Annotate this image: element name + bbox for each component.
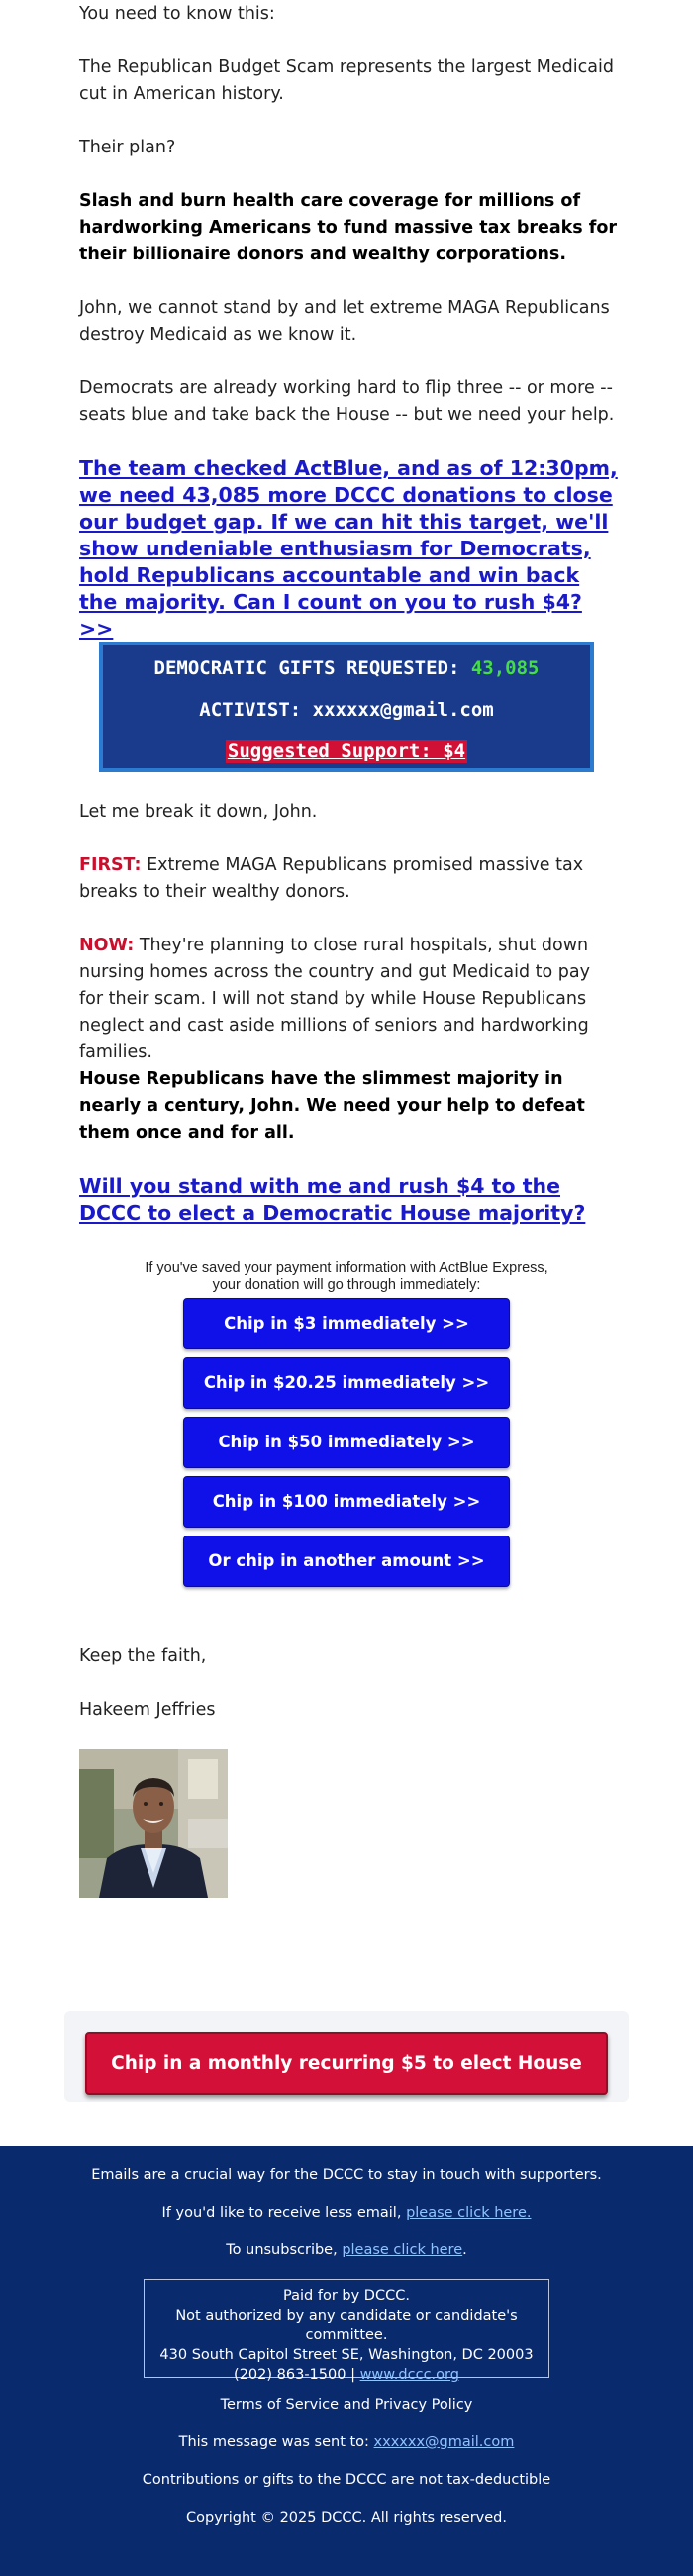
gift-request-box <box>99 642 594 772</box>
cannot-stand-by-paragraph: John, we cannot stand by and let extreme MAGA Republicans destroy Medicaid as we know it. <box>79 298 610 345</box>
not-authorized-line: Not authorized by any candidate or candidate's committee. <box>175 2308 518 2343</box>
gifts-requested-line <box>103 657 590 679</box>
monthly-recurring-button[interactable]: Chip in a monthly recurring $5 to elect House Dems >> <box>85 2032 608 2095</box>
now-text: They're planning to close rural hospitals, shut down nursing homes across the country and gut Medicaid to pay for their scam. I will not stand by while House Republicans neglect and cast aside millions of seniors and hardworking families. <box>79 936 590 1062</box>
footer-unsubscribe-text: To unsubscribe, <box>226 2242 343 2258</box>
address-line: 430 South Capitol Street SE, Washington, DC 20003 <box>159 2347 534 2363</box>
intro-line: You need to know this: <box>79 4 275 24</box>
activist-email-line: ACTIVIST: xxxxxx@gmail.com <box>199 699 494 721</box>
portrait-illustration <box>79 1749 228 1898</box>
now-paragraph <box>79 933 619 1066</box>
chip-in-50-button[interactable]: Chip in $50 immediately >> <box>183 1417 510 1468</box>
suggested-support-line[interactable] <box>103 741 590 762</box>
express-note-line1: If you've saved your payment information with ActBlue Express, <box>145 1260 548 1276</box>
website-link[interactable]: www.dccc.org <box>359 2367 459 2383</box>
chip-in-100-button[interactable]: Chip in $100 immediately >> <box>183 1476 510 1528</box>
stand-with-me-link[interactable]: Will you stand with me and rush $4 to the DCCC to elect a Democratic House majority? <box>79 1174 586 1225</box>
gifts-requested-value: 43,085 <box>470 657 540 679</box>
flip-seats-paragraph: Democrats are already working hard to flip three -- or more -- seats blue and take back the House -- but we need your help. <box>79 378 615 425</box>
first-paragraph <box>79 852 619 906</box>
signoff-line: Keep the faith, <box>79 1646 207 1666</box>
slash-and-burn-paragraph: Slash and burn health care coverage for millions of hardworking Americans to fund massive tax breaks for their billionaire donors and wealthy corporations. <box>79 191 618 264</box>
medicaid-cut-paragraph: The Republican Budget Scam represents the largest Medicaid cut in American history. <box>79 57 614 104</box>
footer <box>0 2146 693 2576</box>
footer-email-note: Emails are a crucial way for the DCCC to stay in touch with supporters. <box>91 2167 602 2183</box>
their-plan-line: Their plan? <box>79 138 176 157</box>
chip-in-20-25-button[interactable]: Chip in $20.25 immediately >> <box>183 1357 510 1409</box>
express-note <box>79 1260 614 1294</box>
suggested-support-link[interactable]: Suggested Support: $4 <box>227 741 466 762</box>
phone-text: (202) 863-1500 | <box>234 2367 360 2383</box>
sent-to-text: This message was sent to: <box>178 2434 374 2450</box>
sent-to-line <box>0 2434 693 2450</box>
tax-deductible-note: Contributions or gifts to the DCCC are not tax-deductible <box>142 2472 551 2488</box>
phone-website-line <box>145 2365 548 2385</box>
copyright-line: Copyright © 2025 DCCC. All rights reserved. <box>186 2510 507 2526</box>
first-text: Extreme MAGA Republicans promised massive tax breaks to their wealthy donors. <box>79 855 584 902</box>
footer-less-email-text: If you'd like to receive less email, <box>161 2205 407 2221</box>
actblue-target-link[interactable]: The team checked ActBlue, and as of 12:30pm, we need 43,085 more DCCC donations to close our budget gap. If we can hit this target, we'll show undeniable enthusiasm for Democrats, hold Republicans accountable and win back the majority. Can I count on you to rush $4? >> <box>79 456 618 641</box>
gifts-requested-label: DEMOCRATIC GIFTS REQUESTED: <box>153 657 471 679</box>
recipient-email-link[interactable]: xxxxxx@gmail.com <box>373 2434 515 2450</box>
footer-less-email-line <box>0 2205 693 2221</box>
paid-for-line: Paid for by DCCC. <box>283 2288 410 2304</box>
now-label: NOW: <box>79 936 135 955</box>
first-label: FIRST: <box>79 855 142 875</box>
footer-unsubscribe-end: . <box>462 2242 467 2258</box>
slimmest-majority-paragraph: House Republicans have the slimmest majority in nearly a century, John. We need your help to defeat them once and for all. <box>79 1069 585 1142</box>
less-email-link[interactable]: please click here. <box>406 2205 532 2221</box>
signature-name: Hakeem Jeffries <box>79 1700 216 1720</box>
chip-in-3-button[interactable]: Chip in $3 immediately >> <box>183 1298 510 1349</box>
signer-portrait <box>79 1749 228 1898</box>
chip-in-other-amount-button[interactable]: Or chip in another amount >> <box>183 1536 510 1587</box>
footer-unsubscribe-line <box>0 2242 693 2258</box>
terms-privacy-link[interactable]: Terms of Service and Privacy Policy <box>220 2397 473 2413</box>
express-note-line2: your donation will go through immediately: <box>212 1277 481 1293</box>
break-it-down-line: Let me break it down, John. <box>79 802 318 822</box>
unsubscribe-link[interactable]: please click here <box>342 2242 463 2258</box>
paid-for-box <box>144 2279 549 2383</box>
